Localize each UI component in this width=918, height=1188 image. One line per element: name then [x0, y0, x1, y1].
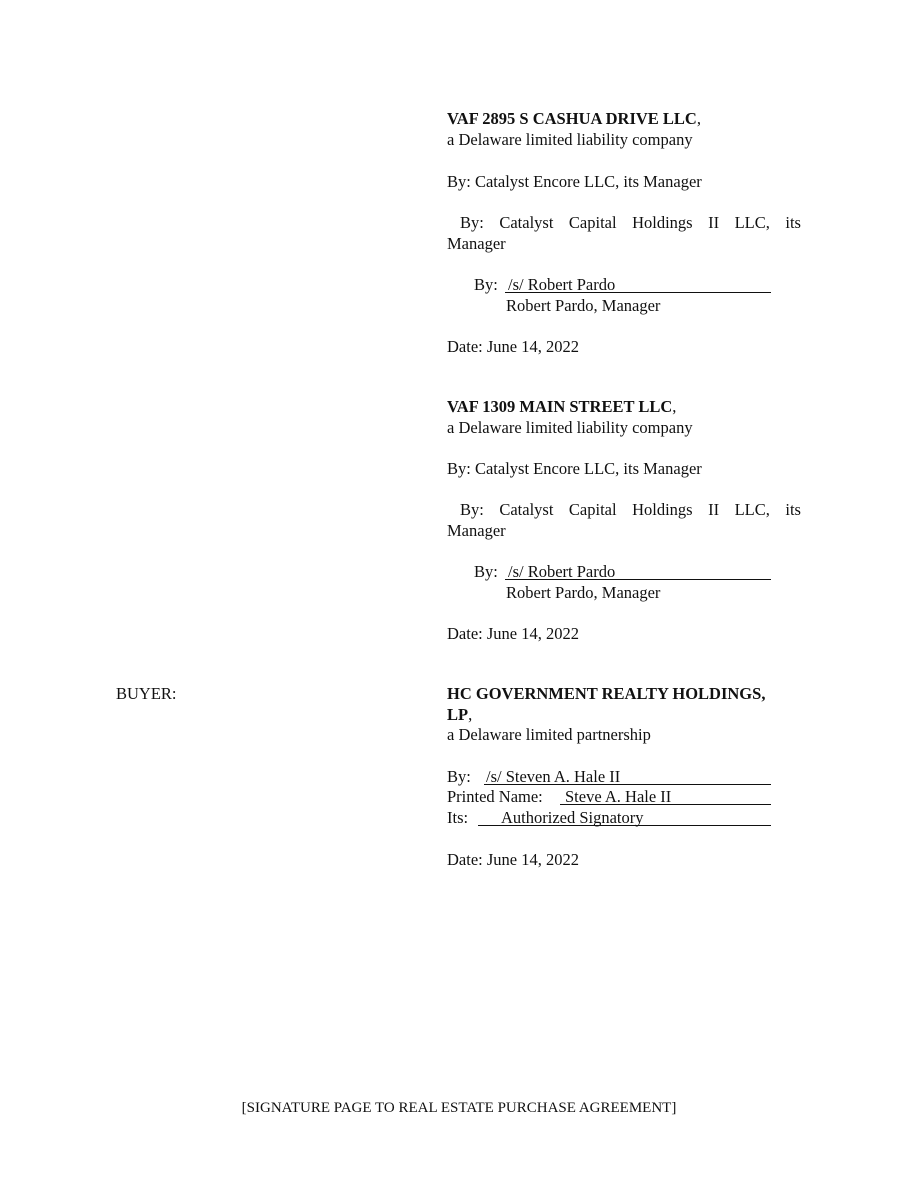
seller2-by2-word: Holdings	[632, 500, 693, 519]
seller2-by2-word: Capital	[568, 500, 617, 519]
seller1-entity-name: VAF 2895 S CASHUA DRIVE LLC	[447, 109, 697, 128]
seller2-by2-word: By:	[460, 500, 484, 519]
seller2-signature: /s/ Robert Pardo	[508, 562, 616, 581]
buyer-signature: /s/ Steven A. Hale II	[486, 767, 621, 786]
seller2-signature-label: By:	[474, 562, 498, 581]
seller1-by2-continuation: Manager	[447, 234, 506, 253]
seller1-by2-word: Capital	[568, 213, 617, 232]
buyer-label: BUYER:	[116, 684, 177, 703]
seller1-signature-line	[505, 292, 771, 293]
seller1-by2-word: its	[785, 213, 801, 232]
buyer-entity-heading-line2	[447, 705, 472, 725]
buyer-its-line	[478, 825, 771, 826]
seller2-by2-word: Catalyst	[499, 500, 554, 519]
seller2-entity-type: a Delaware limited liability company	[447, 418, 693, 437]
seller2-entity-name: VAF 1309 MAIN STREET LLC	[447, 397, 673, 416]
seller1-signer-name: Robert Pardo, Manager	[506, 296, 661, 315]
buyer-entity-name-line2: LP	[447, 705, 469, 724]
seller2-entity-comma: ,	[672, 397, 677, 416]
seller1-by2-word: By:	[460, 213, 484, 232]
seller2-date: Date: June 14, 2022	[447, 624, 579, 643]
buyer-signature-label: By:	[447, 767, 471, 786]
seller2-entity-heading	[447, 397, 676, 417]
buyer-signature-line	[484, 784, 771, 785]
buyer-printed-name-line	[560, 804, 771, 805]
buyer-its-value: Authorized Signatory	[501, 808, 644, 827]
seller1-by-manager: By: Catalyst Encore LLC, its Manager	[447, 172, 702, 191]
seller2-signature-line	[505, 579, 771, 580]
seller1-entity-heading	[447, 109, 701, 129]
seller2-by-sub-manager	[447, 500, 801, 520]
seller2-by2-continuation: Manager	[447, 521, 506, 540]
seller1-date: Date: June 14, 2022	[447, 337, 579, 356]
buyer-entity-name-line1: HC GOVERNMENT REALTY HOLDINGS,	[447, 684, 766, 703]
seller2-by2-word: its	[785, 500, 801, 519]
seller1-by2-word: LLC,	[734, 213, 770, 232]
buyer-printed-name: Steve A. Hale II	[565, 787, 672, 806]
buyer-entity-comma: ,	[468, 705, 473, 724]
buyer-its-label: Its:	[447, 808, 469, 827]
seller1-entity-type: a Delaware limited liability company	[447, 130, 693, 149]
seller1-by2-word: Catalyst	[499, 213, 554, 232]
seller1-by2-word: II	[708, 213, 720, 232]
seller2-signer-name: Robert Pardo, Manager	[506, 583, 661, 602]
buyer-entity-type: a Delaware limited partnership	[447, 725, 651, 744]
seller1-signature: /s/ Robert Pardo	[508, 275, 616, 294]
seller2-by2-word: II	[708, 500, 720, 519]
buyer-printed-name-label: Printed Name:	[447, 787, 543, 806]
seller1-signature-label: By:	[474, 275, 498, 294]
seller2-by2-word: LLC,	[734, 500, 770, 519]
seller1-entity-comma: ,	[696, 109, 701, 128]
buyer-date: Date: June 14, 2022	[447, 850, 579, 869]
seller1-by-sub-manager	[447, 213, 801, 233]
seller1-by2-word: Holdings	[632, 213, 693, 232]
seller2-by-manager: By: Catalyst Encore LLC, its Manager	[447, 459, 702, 478]
signature-page-footer: [SIGNATURE PAGE TO REAL ESTATE PURCHASE AGREEMENT]	[241, 1100, 677, 1116]
